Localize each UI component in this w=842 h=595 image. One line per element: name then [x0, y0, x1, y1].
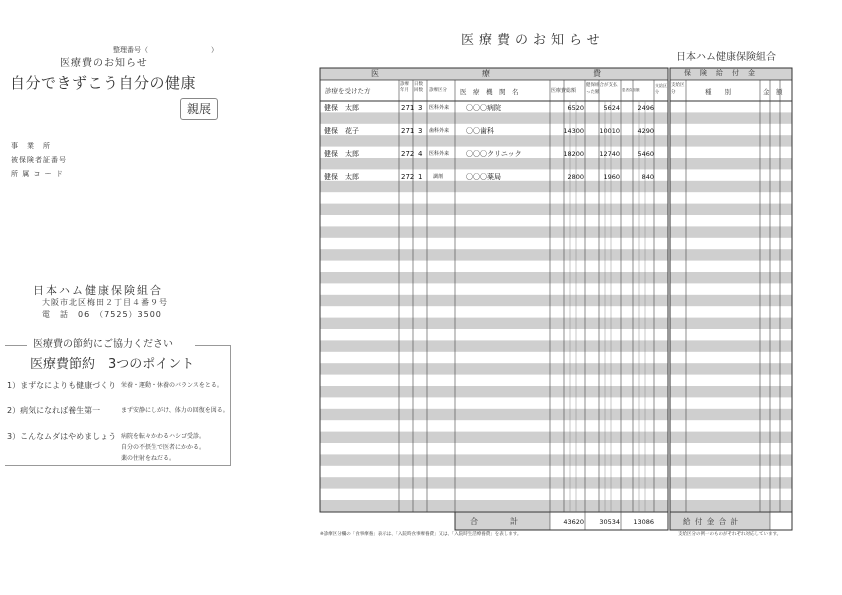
cell-days: 1 — [418, 173, 423, 181]
tip-2-head: 2）病気になれば養生第一 — [7, 406, 101, 415]
slogan: 自分できずこう自分の健康 — [10, 74, 197, 92]
field-insured-number: 被保険者証番号 — [11, 156, 67, 164]
cell-days: 3 — [418, 127, 423, 135]
cell-institution: 〇〇〇薬局 — [466, 173, 501, 181]
col-header-days: 日数回数 — [414, 82, 423, 94]
totals-total: 43620 — [563, 518, 584, 526]
totals-paid: 30534 — [599, 518, 620, 526]
personal-mark: 親展 — [180, 98, 218, 120]
footnote-left: ※診療区分欄の「食事療養」表示は、「入院時食事療養費」又は、「入院時生活療養費」を表します。 — [320, 532, 522, 537]
totals-label: 合 計 — [470, 517, 520, 526]
left-address: 大阪市北区梅田２丁目４番９号 — [42, 298, 168, 307]
cell-days: 4 — [418, 150, 423, 158]
cell-category: 医科外来 — [429, 105, 450, 111]
left-phone: 電 話 06 （7525）3500 — [42, 310, 162, 319]
cell-institution: 〇〇歯科 — [466, 127, 494, 135]
field-dept-code: 所 属 コ ー ド — [11, 170, 64, 178]
cell-paid: 5624 — [603, 104, 620, 112]
cell-patient: 健保 花子 — [324, 127, 359, 135]
right-title: 医療費のお知らせ — [461, 33, 605, 48]
cell-month: 271 — [401, 127, 415, 135]
tips-header: 医療費の節約にご協力ください — [33, 339, 173, 350]
col-header-total-fee: 医療費総額 — [551, 88, 577, 94]
cell-paid: 12740 — [599, 150, 620, 158]
tip-3-head: 3）こんなムダはやめましょう — [7, 432, 117, 441]
left-notice-title: 医療費のお知らせ — [60, 58, 148, 69]
cell-days: 3 — [418, 104, 423, 112]
cell-patient: 健保 太郎 — [324, 104, 359, 112]
cell-total: 6520 — [567, 104, 584, 112]
col-header-month: 診療年月 — [400, 82, 409, 94]
group-header-benefit: 保 険 給 付 金 — [684, 69, 756, 77]
col-header-paid: 健保組合が支払った額 — [586, 83, 618, 95]
col-header-category: 診療区分 — [429, 88, 447, 93]
group-header-cost: 費 — [593, 69, 601, 78]
tip-1-head: 1）まずなによりも健康づくり — [7, 381, 117, 390]
benefit-total-label: 給 付 金 合 計 — [683, 517, 740, 526]
cell-patient: 健保 太郎 — [324, 173, 359, 181]
tip-1-body: 栄養・運動・休養のバランスをとる。 — [121, 382, 223, 389]
cell-month: 272 — [401, 173, 415, 181]
col-header-amount: 金 額 — [763, 88, 783, 96]
cell-category: 歯科外来 — [429, 128, 450, 134]
field-office: 事 業 所 — [11, 142, 51, 150]
cell-total: 2800 — [567, 173, 584, 181]
tips-title: 医療費節約 3つのポイント — [30, 357, 195, 372]
tip-3-body-2: 自分の不摂生で医者にかかる。 — [121, 444, 206, 451]
group-header-person: 医 — [371, 69, 379, 78]
cell-self: 840 — [641, 173, 654, 181]
cell-self: 5460 — [637, 150, 654, 158]
group-header-medical: 療 — [482, 69, 490, 78]
col-header-benefit-category: 支給区分 — [671, 83, 685, 95]
footnote-right: 支給区分の例一のものがそれぞれ対応しています。 — [678, 532, 782, 537]
cell-month: 271 — [401, 104, 415, 112]
cell-month: 272 — [401, 150, 415, 158]
cell-institution: 〇〇〇病院 — [466, 104, 501, 112]
cell-institution: 〇〇〇クリニック — [466, 150, 522, 158]
cell-self: 4290 — [637, 127, 654, 135]
cell-category: 医科外来 — [429, 151, 450, 157]
cell-total: 14300 — [563, 127, 584, 135]
totals-self: 13086 — [633, 518, 654, 526]
cell-patient: 健保 太郎 — [324, 150, 359, 158]
cell-total: 18200 — [563, 150, 584, 158]
tip-3-body-1: 病院を転々かわるハシゴ受診。 — [121, 433, 206, 440]
cell-paid: 1960 — [603, 173, 620, 181]
col-header-patient: 診療を受けた方 — [325, 87, 371, 95]
left-org-name: 日本ハム健康保険組合 — [33, 284, 163, 297]
cell-self: 2496 — [637, 104, 654, 112]
cell-paid: 10010 — [599, 127, 620, 135]
cell-category: 調剤 — [433, 174, 444, 180]
tip-3-body-3: 薬の住射をねだる。 — [121, 455, 176, 462]
right-org-name: 日本ハム健康保険組合 — [676, 52, 776, 63]
tip-2-body: まず安静にしがけ、体力の回復を図る。 — [121, 407, 229, 414]
col-header-extra: 支給区分 — [655, 83, 667, 94]
col-header-benefit-type: 種 別 — [705, 88, 731, 96]
col-header-institution: 医 療 機 関 名 — [460, 88, 519, 96]
ref-number-label: 整理番号（ ） — [113, 46, 218, 54]
col-header-self-pay: 患者負担額 — [622, 88, 640, 92]
